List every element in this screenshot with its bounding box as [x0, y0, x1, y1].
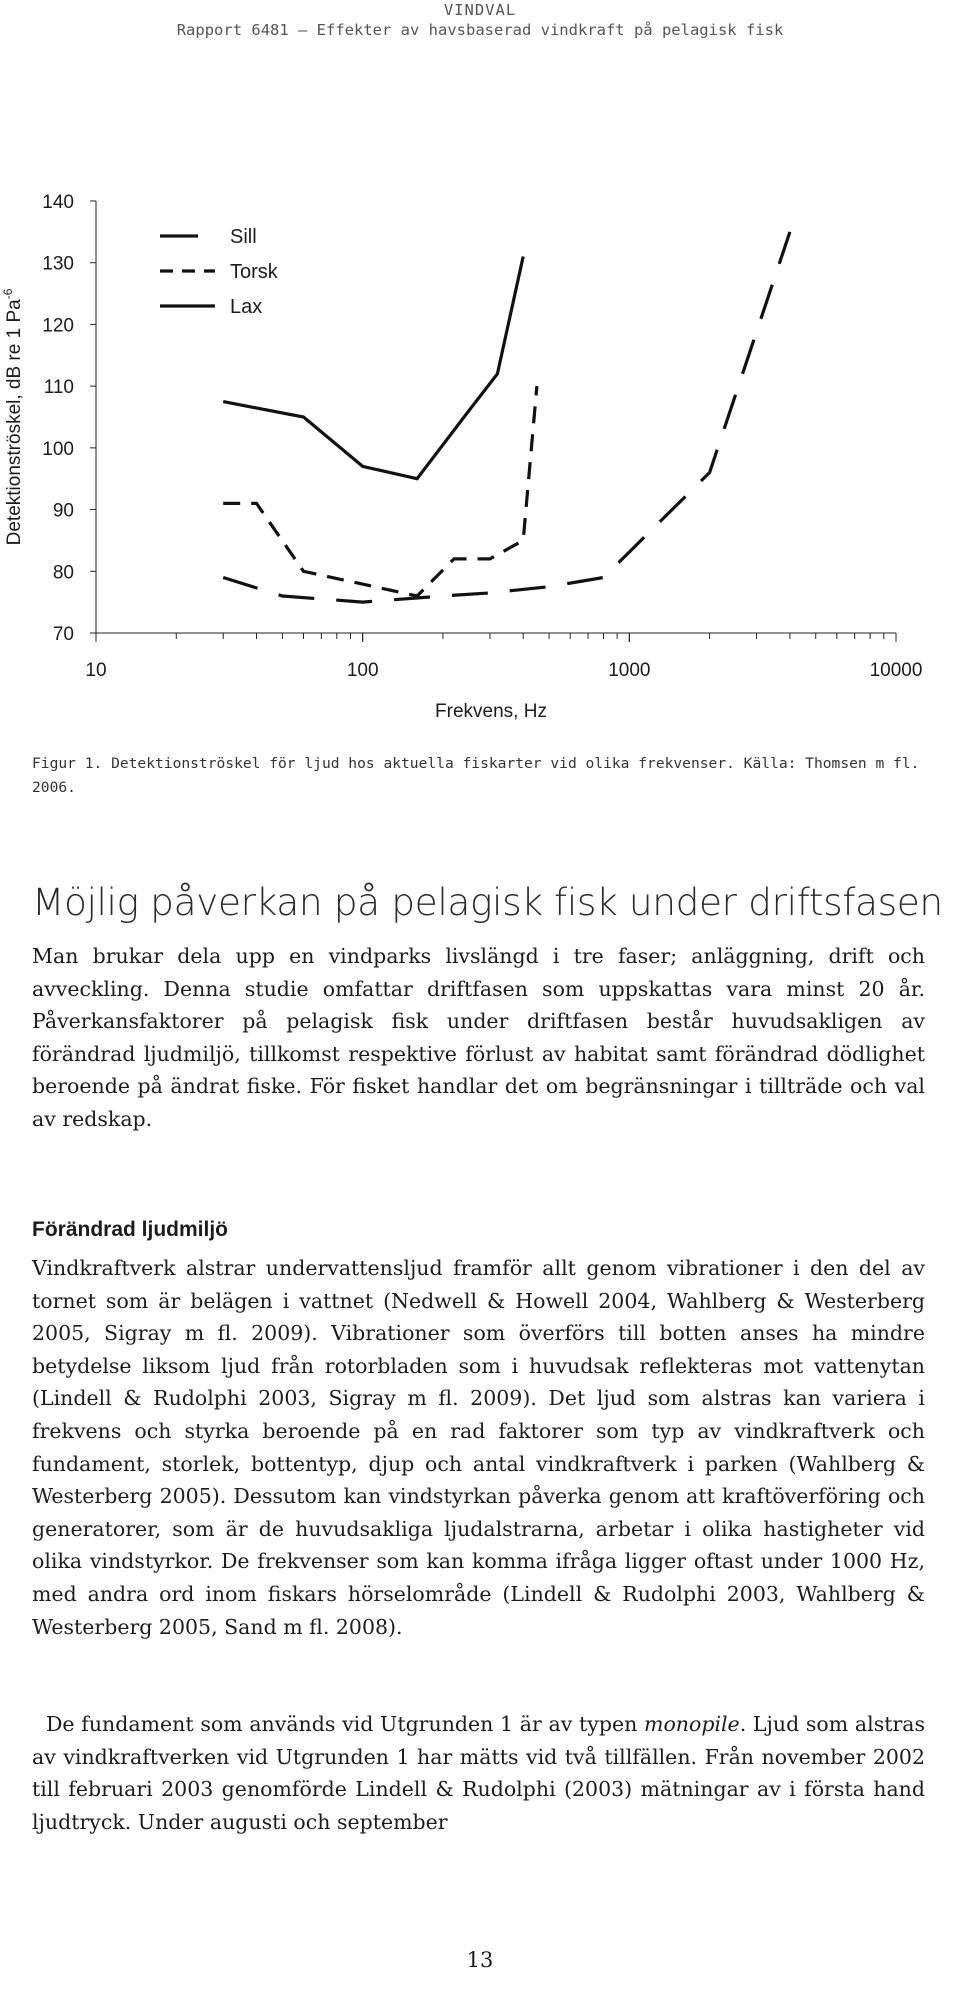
y-axis-label-superscript: -6: [1, 288, 15, 300]
page-number: 13: [466, 1948, 494, 1972]
paragraph-intro: Man brukar dela upp en vindparks livslängd i tre faser; anläggning, drift och avveckling. Denna studie omfattar driftfasen som uppskattas vara minst 20 år. Påverkansfaktorer på pelagisk fisk under driftfasen består huvudsakligen av förändrad ljudmiljö, tillkomst respektive förlust av habitat samt förändrad dödlighet beroende på ändrat fiske. För fisket handlar det om begränsningar i tillträde och val av redskap.: [32, 944, 925, 1131]
subsection-title: Förändrad ljudmiljö: [32, 1218, 229, 1241]
x-tick-label-10: 10: [85, 660, 107, 681]
series-line-lax: [223, 257, 523, 479]
y-tick-label-90: 90: [52, 500, 74, 522]
x-tick-label-100: 100: [346, 660, 379, 681]
x-axis-label: Frekvens, Hz: [435, 701, 547, 722]
x-axis: [85, 633, 922, 681]
legend-label-torsk: Torsk: [230, 261, 278, 283]
x-tick-label-10000: 10000: [869, 660, 923, 681]
paragraph-foundation-end: . Ljud som alstras av vindkraftverken vid Utgrunden 1 har mätts vid två tillfällen. Från november 2002 till februari 2003 genomförde Lindell & Rudolphi (2003) mätningar av i första hand ljudtryck. Under augusti och september: [32, 1712, 925, 1834]
paragraph-sound: Vindkraftverk alstrar undervattensljud framför allt genom vibrationer i den del av tornet som är belägen i vattnet (Nedwell & Howell 2004, Wahlberg & Westerberg 2005, Sigray m fl. 2009). Vibrationer som överförs till botten anses ha mindre betydelse liksom ljud från rotorbladen som i huvudsak reflekteras mot vattenytan (Lindell & Rudolphi 2003, Sigray m fl. 2009). Det ljud som alstras kan variera i frekvens och styrka beroende på en rad faktorer som typ av vindkraftverk och fundament, storlek, bottentyp, djup och antal vindkraftverk i parken (Wahlberg & Westerberg 2005). Dessutom kan vindstyrkan påverka genom att kraftöverföring och generatorer, som är de huvudsakliga ljudalstrarna, arbetar i olika hastigheter vid olika vindstyrkor. De frekvenser som kan komma ifråga ligger oftast under 1000 Hz, med andra ord inom fiskars hörselområde (Lindell & Rudolphi 2003, Wahlberg & Westerberg 2005, Sand m fl. 2008).: [32, 1256, 925, 1639]
legend-label-lax: Lax: [230, 296, 263, 318]
paragraph-foundation-italic: monopile: [644, 1712, 740, 1736]
y-tick-label-120: 120: [42, 315, 74, 337]
y-tick-label-70: 70: [52, 624, 74, 645]
x-tick-label-1000: 1000: [608, 660, 651, 681]
header-report-title: Rapport 6481 – Effekter av havsbaserad vindkraft på pelagisk fisk: [176, 21, 784, 39]
series-line-torsk: [223, 386, 537, 596]
series-lines: [223, 232, 790, 602]
y-tick-label-140: 140: [42, 192, 74, 213]
y-axis-label: [1, 288, 25, 545]
chart-legend: [160, 226, 279, 318]
header-series: VINDVAL: [443, 1, 517, 19]
running-header: [0, 0, 960, 40]
paragraph-foundation-start: De fundament som används vid Utgrunden 1 är av typen: [46, 1712, 644, 1736]
y-tick-label-80: 80: [52, 562, 74, 584]
y-axis-label-main: Detektionströskel, dB re 1 Pa: [4, 299, 25, 546]
series-line-sill: [223, 232, 790, 602]
y-tick-label-110: 110: [43, 377, 74, 399]
threshold-chart: [0, 170, 960, 730]
figure-caption: Figur 1. Detektionströskel för ljud hos aktuella fiskarter vid olika frekvenser. Källa: Thomsen m fl. 2006.: [32, 755, 920, 796]
paragraph-foundation: [32, 1708, 925, 1838]
y-axis: [42, 192, 96, 645]
y-tick-label-100: 100: [42, 438, 74, 460]
legend-label-sill: Sill: [230, 226, 257, 248]
y-tick-label-130: 130: [42, 253, 74, 275]
section-title: Möjlig påverkan på pelagisk fisk under driftsfasen: [32, 880, 943, 924]
